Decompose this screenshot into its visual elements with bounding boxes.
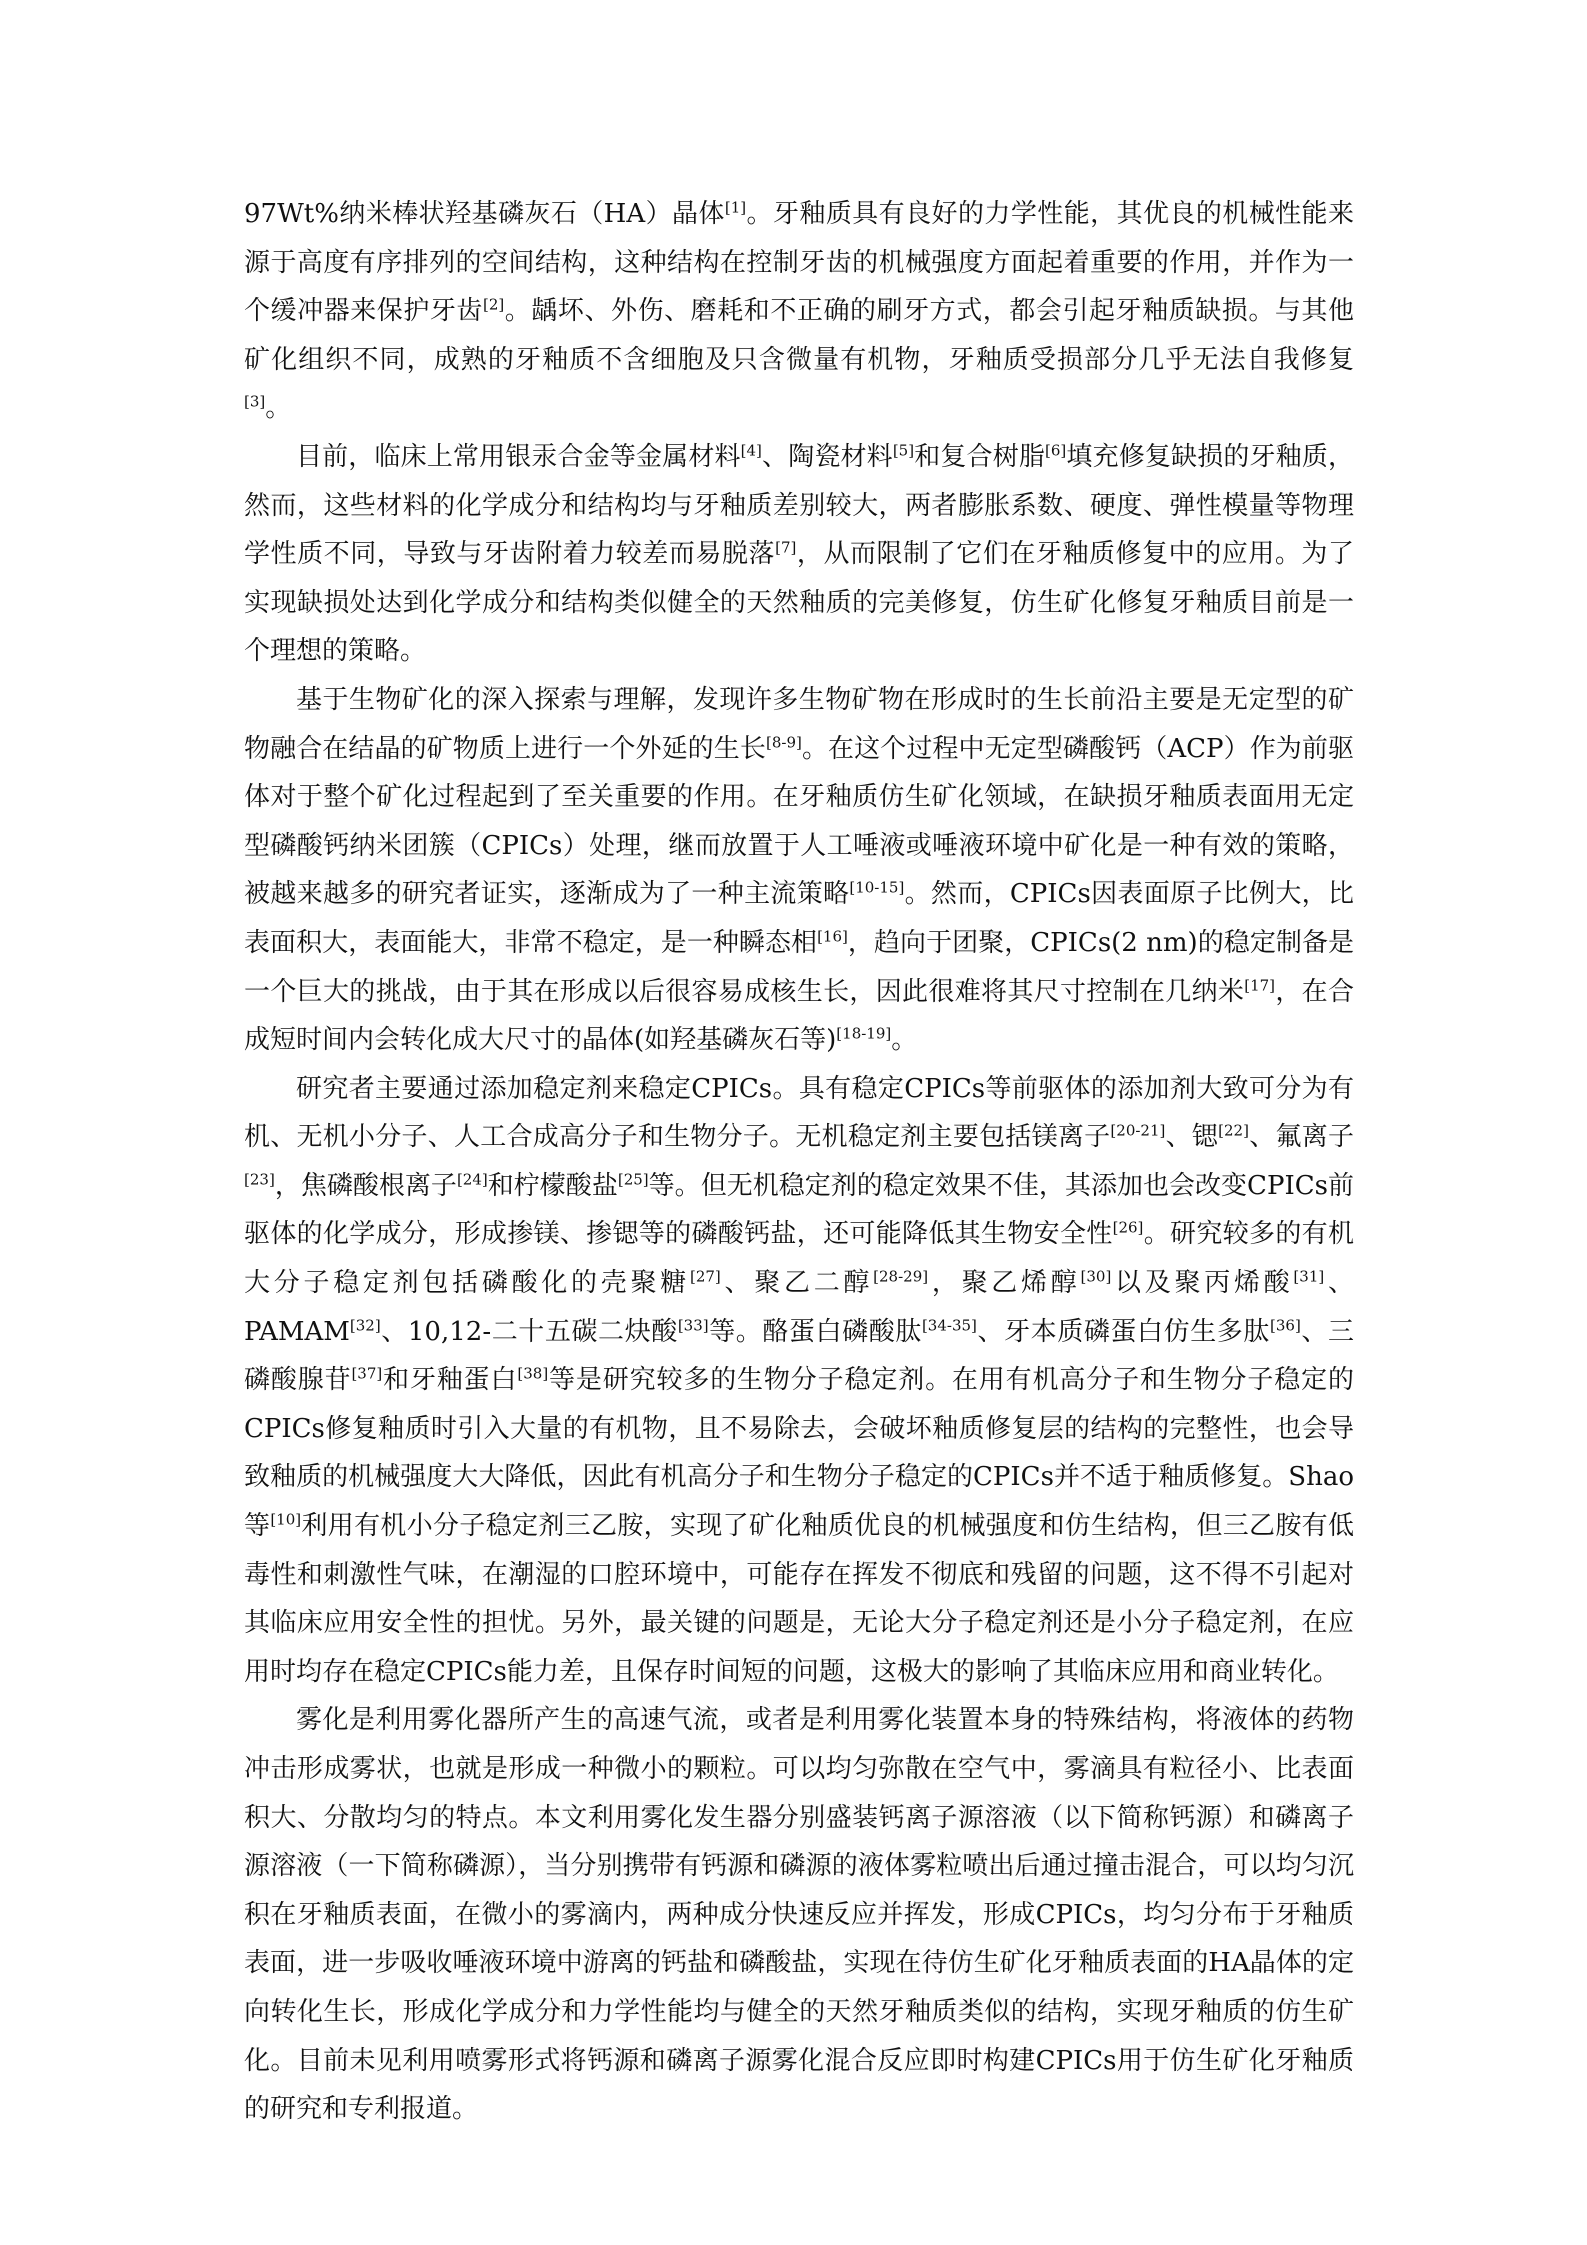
text-run: 97Wt%纳米棒状羟基磷灰石（HA）晶体 <box>244 199 725 229</box>
citation-ref: [20-21] <box>1110 1121 1166 1140</box>
citation-ref: [22] <box>1218 1121 1249 1140</box>
text-run: ，聚乙烯醇 <box>928 1268 1081 1299</box>
text-run: 。 <box>265 393 292 424</box>
text-run: ，焦磷酸根离子 <box>274 1170 457 1201</box>
text-run: ，在合成短时间内会转化成大尺寸的晶体(如羟基磷灰石等) <box>244 976 1354 1056</box>
citation-ref: [3] <box>244 392 266 411</box>
text-run: 。龋坏、外伤、磨耗和不正确的刷牙方式，都会引起牙釉质缺损。与其他矿化组织不同，成熟的牙釉质不含细胞及只含微量有机物，牙釉质受损部分几乎无法自我修复 <box>244 296 1354 375</box>
citation-ref: [4] <box>740 441 762 460</box>
text-run: 、PAMAM <box>244 1268 1354 1347</box>
citation-ref: [24] <box>456 1170 488 1189</box>
text-run: 利用有机小分子稳定剂三乙胺，实现了矿化釉质优良的机械强度和仿生结构，但三乙胺有低毒性和刺激性气味，在潮湿的口腔环境中，可能存在挥发不彻底和残留的问题，这不得不引起对其临床应用安全性的担忧。另外，最关键的问题是，无论大分子稳定剂还是小分子稳定剂，在应用时均存在稳定CPICs能力差，且保存时间短的问题，这极大的影响了其临床应用和商业转化。 <box>244 1511 1354 1687</box>
citation-ref: [18-19] <box>836 1024 892 1043</box>
text-run: 等。酪蛋白磷酸肽 <box>708 1316 922 1347</box>
text-run: 、锶 <box>1165 1122 1219 1153</box>
text-run: 和牙釉蛋白 <box>382 1365 518 1396</box>
text-run: 。研究较多的有机大分子稳定剂包括磷酸化的壳聚糖 <box>244 1219 1354 1299</box>
citation-ref: [16] <box>817 927 848 946</box>
citation-ref: [10] <box>270 1510 302 1529</box>
citation-ref: [6] <box>1045 441 1067 460</box>
text-run: 、聚乙二醇 <box>720 1268 874 1299</box>
citation-ref: [10-15] <box>849 878 905 897</box>
citation-ref: [1] <box>724 198 747 217</box>
citation-ref: [8-9] <box>765 732 802 751</box>
text-run: 雾化是利用雾化器所产生的高速气流，或者是利用雾化装置本身的特殊结构，将液体的药物冲击形成雾状，也就是形成一种微小的颗粒。可以均匀弥散在空气中，雾滴具有粒径小、比表面积大、分散均匀的特点。本文利用雾化发生器分别盛装钙离子源溶液（以下简称钙源）和磷离子源溶液（一下简称磷源），当分别携带有钙源和磷源的液体雾粒喷出后通过撞击混合，可以均匀沉积在牙釉质表面，在微小的雾滴内，两种成分快速反应并挥发，形成CPICs，均匀分布于牙釉质表面，进一步吸收唾液环境中游离的钙盐和磷酸盐，实现在待仿生矿化牙釉质表面的HA晶体的定向转化生长，形成化学成分和力学性能均与健全的天然牙釉质类似的结构，实现牙釉质的仿生矿化。目前未见利用喷雾形式将钙源和磷离子源雾化混合反应即时构建CPICs用于仿生矿化牙釉质的研究和专利报道。 <box>244 1705 1354 2125</box>
citation-ref: [33] <box>677 1316 709 1334</box>
text-run: 研究者主要通过添加稳定剂来稳定CPICs。具有稳定CPICs等前驱体的添加剂大致可分为有机、无机小分子、人工合成高分子和生物分子。无机稳定剂主要包括镁离子 <box>244 1073 1354 1153</box>
citation-ref: [7] <box>775 538 797 557</box>
citation-ref: [30] <box>1080 1267 1112 1286</box>
text-run: 。牙釉质具有良好的力学性能，其优良的机械性能来源于高度有序排列的空间结构，这种结构在控制牙齿的机械强度方面起着重要的作用，并作为一个缓冲器来保护牙齿 <box>244 199 1354 327</box>
text-run: 、三磷酸腺苷 <box>244 1316 1354 1396</box>
paragraph <box>244 190 1354 433</box>
citation-ref: [2] <box>483 295 505 314</box>
text-run: 。 <box>891 1025 918 1056</box>
text-run: 基于生物矿化的深入探索与理解，发现许多生物矿物在形成时的生长前沿主要是无定型的矿物融合在结晶的矿物质上进行一个外延的生长 <box>244 684 1354 764</box>
citation-ref: [37] <box>351 1364 383 1383</box>
text-run: 、氟离子 <box>1248 1122 1354 1153</box>
citation-ref: [26] <box>1112 1218 1144 1237</box>
citation-ref: [31] <box>1293 1267 1325 1286</box>
text-run: 。在这个过程中无定型磷酸钙（ACP）作为前驱体对于整个矿化过程起到了至关重要的作用。在牙釉质仿生矿化领域，在缺损牙釉质表面用无定型磷酸钙纳米团簇（CPICs）处理，继而放置于人工唾液或唾液环境中矿化是一种有效的策略，被越来越多的研究者证实，逐渐成为了一种主流策略 <box>244 733 1354 910</box>
text-run: 等是研究较多的生物分子稳定剂。在用有机高分子和生物分子稳定的CPICs修复釉质时引入大量的有机物，且不易除去，会破坏釉质修复层的结构的完整性，也会导致釉质的机械强度大大降低，因此有机高分子和生物分子稳定的CPICs并不适于釉质修复。Shao等 <box>244 1365 1354 1542</box>
paragraph <box>244 1065 1354 1697</box>
citation-ref: [23] <box>244 1170 275 1189</box>
paragraph <box>244 433 1354 676</box>
citation-ref: [34-35] <box>921 1316 977 1334</box>
citation-ref: [32] <box>349 1316 381 1334</box>
text-run: 、10,12-二十五碳二炔酸 <box>380 1316 678 1347</box>
text-run: 以及聚丙烯酸 <box>1111 1268 1294 1299</box>
text-run: ，趋向于团聚，CPICs(2 nm)的稳定制备是一个巨大的挑战，由于其在形成以后很容易成核生长，因此很难将其尺寸控制在几纳米 <box>244 927 1354 1007</box>
text-run: ，从而限制了它们在牙釉质修复中的应用。为了实现缺损处达到化学成分和结构类似健全的天然釉质的完美修复，仿生矿化修复牙釉质目前是一个理想的策略。 <box>244 539 1354 667</box>
citation-ref: [5] <box>892 441 915 460</box>
text-run: 填充修复缺损的牙釉质，然而，这些材料的化学成分和结构均与牙釉质差别较大，两者膨胀系数、硬度、弹性模量等物理学性质不同，导致与牙齿附着力较差而易脱落 <box>244 441 1354 570</box>
citation-ref: [25] <box>617 1170 649 1189</box>
paragraph <box>244 1696 1354 2133</box>
text-run: 。然而，CPICs因表面原子比例大，比表面积大，表面能大，非常不稳定，是一种瞬态相 <box>244 879 1354 958</box>
document-page <box>244 190 1354 2134</box>
paragraph <box>244 676 1354 1065</box>
text-run: 、陶瓷材料 <box>761 441 893 472</box>
text-run: 和柠檬酸盐 <box>487 1170 618 1201</box>
citation-ref: [27] <box>689 1267 721 1286</box>
text-run: 、牙本质磷蛋白仿生多肽 <box>976 1316 1270 1347</box>
citation-ref: [36] <box>1270 1316 1301 1334</box>
citation-ref: [28-29] <box>873 1267 929 1286</box>
text-run: 等。但无机稳定剂的稳定效果不佳，其添加也会改变CPICs前驱体的化学成分，形成掺镁、掺锶等的磷酸钙盐，还可能降低其生物安全性 <box>244 1170 1354 1250</box>
text-run: 和复合树脂 <box>914 441 1046 472</box>
citation-ref: [17] <box>1244 975 1276 994</box>
citation-ref: [38] <box>517 1364 549 1383</box>
text-run: 目前，临床上常用银汞合金等金属材料 <box>296 441 741 472</box>
